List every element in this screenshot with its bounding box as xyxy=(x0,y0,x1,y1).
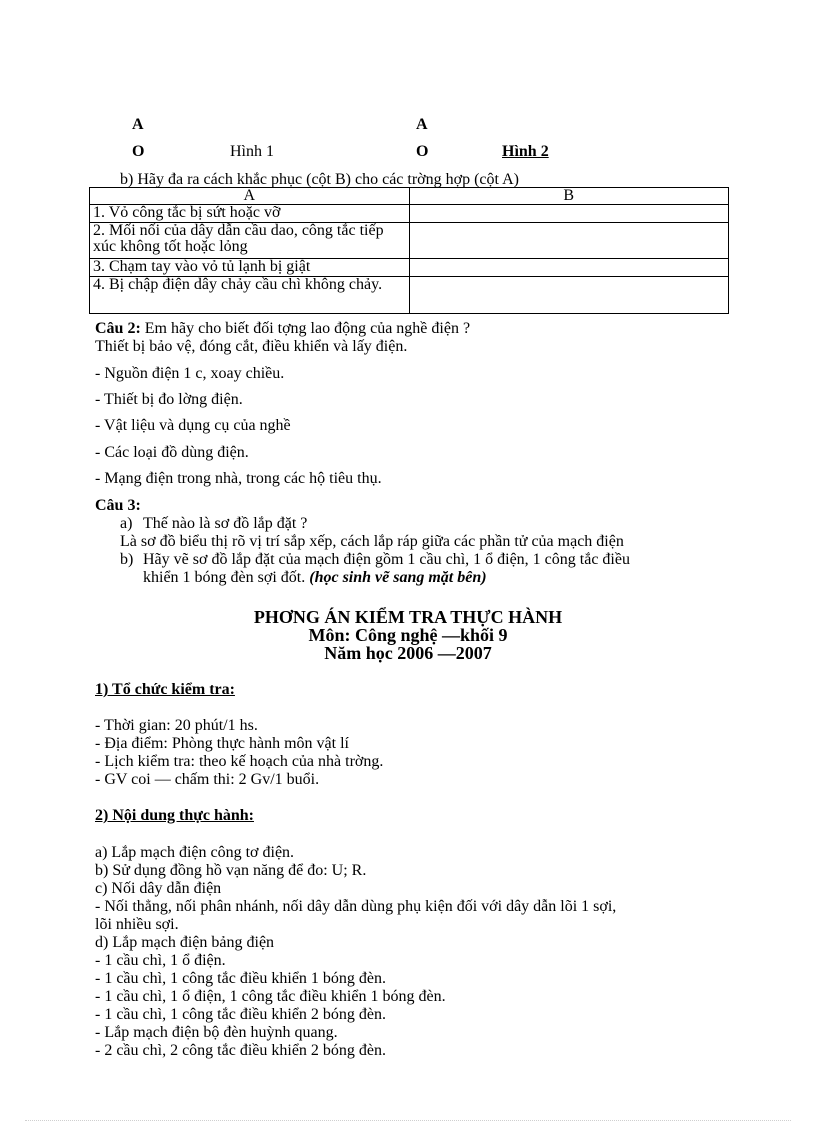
section2-heading: 2) Nội dung thực hành: xyxy=(95,807,254,824)
list-item: - 1 cầu chì, 1 ổ điện. xyxy=(95,952,226,969)
list-item: a) Lắp mạch điện công tơ điện. xyxy=(95,844,295,861)
list-item: - Lịch kiểm tra: theo kế hoạch của nhà trờng. xyxy=(95,753,384,770)
table-cell-a: 1. Vỏ công tắc bị sứt hoặc vỡ xyxy=(90,205,410,223)
question3b-line1: Hãy vẽ sơ đồ lắp đặt của mạch điện gồm 1 cầu chì, 1 ổ điện, 1 công tắc điều xyxy=(143,551,630,568)
table-row xyxy=(90,259,729,277)
figure2-caption: Hình 2 xyxy=(502,143,549,160)
list-item: - GV coi — chấm thi: 2 Gv/1 buổi. xyxy=(95,771,320,788)
question2-line: Thiết bị bảo vệ, đóng cắt, điều khiển và lấy điện. xyxy=(95,338,408,355)
table-row xyxy=(90,205,729,223)
question1b-prompt: b) Hãy đa ra cách khắc phục (cột B) cho các trờng hợp (cột A) xyxy=(120,171,519,188)
list-item: - 1 cầu chì, 1 công tắc điều khiển 1 bóng đèn. xyxy=(95,970,387,987)
question3b-marker: b) xyxy=(120,551,134,568)
question3b-line2 xyxy=(143,569,487,587)
table-header-row xyxy=(90,188,729,205)
table-row xyxy=(90,223,729,259)
practical-subject: Môn: Công nghệ —khối 9 xyxy=(308,625,508,645)
table-header-b: B xyxy=(409,188,729,205)
section1-heading: 1) Tổ chức kiểm tra: xyxy=(95,681,235,698)
list-item: d) Lắp mạch điện bảng điện xyxy=(95,934,275,951)
figure1-label-a: A xyxy=(132,116,144,133)
table-cell-a: 4. Bị chập điện dây chảy cầu chì không chảy. xyxy=(90,277,410,314)
list-item: - 2 cầu chì, 2 công tắc điều khiển 2 bóng đèn. xyxy=(95,1042,387,1059)
list-item: - Lắp mạch điện bộ đèn huỳnh quang. xyxy=(95,1024,338,1041)
list-item: - Địa điểm: Phòng thực hành môn vật lí xyxy=(95,735,349,752)
table-cell-a: 2. Mối nối của dây dẫn cầu dao, công tắc tiếp xúc không tốt hoặc lỏng xyxy=(90,223,410,259)
figure2-label-a: A xyxy=(416,116,428,133)
question2-line: - Nguồn điện 1 c, xoay chiều. xyxy=(95,365,285,382)
question2-line: - Các loại đồ dùng điện. xyxy=(95,444,249,461)
practical-school-year: Năm học 2006 —2007 xyxy=(324,643,492,663)
table-cell-b xyxy=(409,223,729,259)
question3a-answer: Là sơ đồ biểu thị rõ vị trí sắp xếp, cách lắp ráp giữa các phần tử của mạch điện xyxy=(120,533,624,550)
question3a-text: Thế nào là sơ đồ lắp đặt ? xyxy=(143,515,308,532)
question3-label: Câu 3: xyxy=(95,497,141,514)
question3b-text: khiển 1 bóng đèn sợi đốt. xyxy=(143,569,310,586)
table-cell-b xyxy=(409,205,729,223)
table-cell-b xyxy=(409,277,729,314)
list-item: - Thời gian: 20 phút/1 hs. xyxy=(95,717,258,734)
table-cell-a: 3. Chạm tay vào vỏ tủ lạnh bị giật xyxy=(90,259,410,277)
list-item: - 1 cầu chì, 1 công tắc điều khiển 2 bóng đèn. xyxy=(95,1006,387,1023)
table-cell-b xyxy=(409,259,729,277)
question2-line: - Thiết bị đo lờng điện. xyxy=(95,391,243,408)
practical-title: PHƠNG ÁN KIỂM TRA THỰC HÀNH xyxy=(253,607,563,627)
list-item: c) Nối dây dẫn điện xyxy=(95,880,222,897)
table-row xyxy=(90,277,729,314)
table-header-a: A xyxy=(90,188,410,205)
question2-line: - Vật liệu và dụng cụ của nghề xyxy=(95,417,291,434)
list-item: - Nối thẳng, nối phân nhánh, nối dây dẫn dùng phụ kiện đối với dây dẫn lõi 1 sợi, xyxy=(95,898,617,915)
figure1-caption: Hình 1 xyxy=(230,143,274,160)
question3a-marker: a) xyxy=(120,515,133,532)
figure2-label-o: O xyxy=(416,143,429,160)
question2-label: Câu 2: xyxy=(95,320,141,337)
list-item: lõi nhiều sợi. xyxy=(95,916,179,933)
question2-heading xyxy=(95,320,470,338)
question2-prompt: Em hãy cho biết đối tợng lao động của nghề điện ? xyxy=(140,320,471,337)
answer-table xyxy=(89,187,729,314)
question2-line: - Mạng điện trong nhà, trong các hộ tiêu thụ. xyxy=(95,470,382,487)
question3b-note: (học sinh vẽ sang mặt bên) xyxy=(309,569,487,586)
page-bottom-divider xyxy=(25,1120,791,1121)
figure1-label-o: O xyxy=(132,143,145,160)
list-item: - 1 cầu chì, 1 ổ điện, 1 công tắc điều khiển 1 bóng đèn. xyxy=(95,988,446,1005)
list-item: b) Sử dụng đồng hồ vạn năng để đo: U; R. xyxy=(95,862,367,879)
